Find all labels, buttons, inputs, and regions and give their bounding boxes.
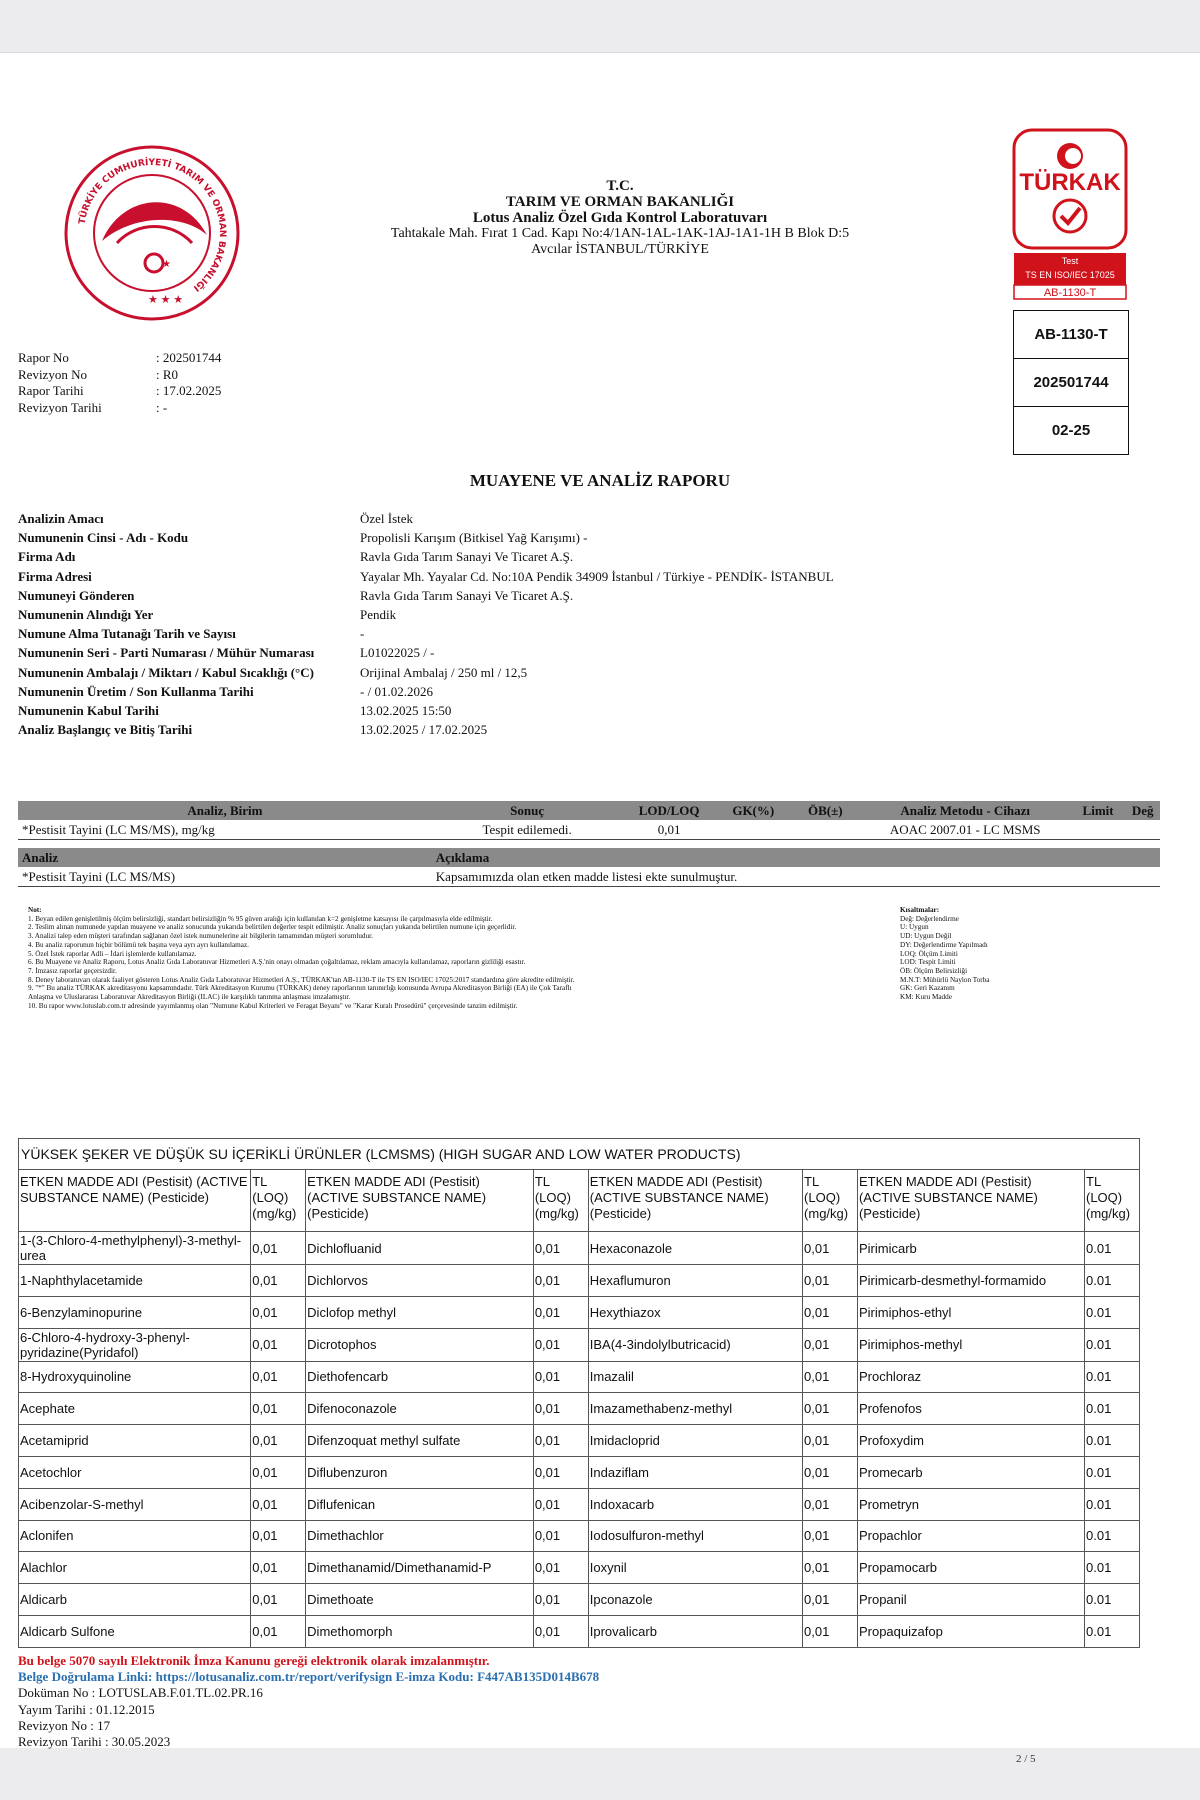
pesticide-name: Pirimiphos-methyl: [857, 1328, 1084, 1361]
info-row: [18, 643, 834, 662]
col-tl-1: TL (LOQ) (mg/kg): [251, 1170, 306, 1232]
pesticide-loq: 0.01: [1085, 1456, 1140, 1488]
info-value: Pendik: [360, 607, 397, 623]
info-row: [18, 663, 834, 682]
result-gk: [716, 820, 791, 840]
pesticide-loq: 0.01: [1085, 1265, 1140, 1297]
results-row: [18, 820, 1160, 840]
meta-key: Revizyon No: [18, 366, 87, 382]
note-item: 9. "*" Bu analiz TÜRKAK akreditasyonu kapsamındadır. Türk Akreditasyon Kurumu (TÜRKAK) deney raporlarının tanınırlığı konusunda Avrupa Akreditasyon Birliği (EA) ile Çok Taraflı: [28, 984, 572, 993]
info-value: Orijinal Ambalaj / 250 ml / 12,5: [360, 664, 528, 680]
info-value: Propolisli Karışım (Bitkisel Yağ Karışımı) -: [360, 530, 588, 546]
pesticide-name: 1-(3-Chloro-4-methylphenyl)-3-methyl-urea: [19, 1232, 251, 1265]
abbreviation-item: KM: Kuru Madde: [900, 993, 952, 1002]
code-box-report-number: 202501744: [1014, 359, 1128, 407]
pesticide-header-row: [19, 1170, 1140, 1232]
meta-row: [18, 383, 221, 400]
info-row: [18, 701, 834, 720]
pesticide-loq: 0,01: [803, 1232, 858, 1265]
pesticide-name: Profenofos: [857, 1393, 1084, 1425]
note-item: Anlaşma ve Uluslararası Laboratuvar Akreditasyon Birliği (ILAC) ile karşılıklı tanınma anlaşması imzalamıştır.: [28, 993, 351, 1002]
info-value: 13.02.2025 / 17.02.2025: [360, 722, 488, 738]
pesticide-loq: 0.01: [1085, 1296, 1140, 1328]
result-method: AOAC 2007.01 - LC MSMS: [860, 820, 1071, 840]
pesticide-name: Diethofencarb: [306, 1361, 534, 1393]
pesticide-name: Propaquizafop: [857, 1615, 1084, 1647]
header-address: Tahtakale Mah. Fırat 1 Cad. Kapı No:4/1AN-1AL-1AK-1AJ-1A1-1H B Blok D:5: [390, 226, 850, 241]
pesticide-loq: 0,01: [533, 1232, 588, 1265]
pesticide-name: Alachlor: [19, 1552, 251, 1584]
pesticide-caption-row: [19, 1139, 1140, 1170]
pesticide-name: Hexythiazox: [588, 1296, 802, 1328]
col-lod: LOD/LOQ: [622, 801, 715, 820]
pesticide-name: Iodosulfuron-methyl: [588, 1520, 802, 1552]
pesticide-loq: 0.01: [1085, 1520, 1140, 1552]
pesticide-row: [19, 1584, 1140, 1616]
info-value: - / 01.02.2026: [360, 683, 433, 699]
abbreviation-item: M.N.T: Mühürlü Naylon Torba: [900, 975, 990, 984]
explanation-row: [18, 867, 1160, 887]
col-ob: ÖB(±): [791, 801, 860, 820]
explanation-header-row: [18, 848, 1160, 867]
abbreviation-item: GK: Geri Kazanım: [900, 984, 955, 993]
code-box-period: 02-25: [1051, 422, 1091, 439]
col-substance-2: ETKEN MADDE ADI (Pestisit) (ACTIVE SUBSTANCE NAME) (Pesticide): [306, 1170, 534, 1232]
pesticide-loq: 0.01: [1085, 1488, 1140, 1520]
publication-date: Yayım Tarihi : 01.12.2015: [18, 1701, 155, 1717]
pesticide-loq: 0,01: [803, 1296, 858, 1328]
pesticide-loq: 0.01: [1085, 1328, 1140, 1361]
info-value: 13.02.2025 15:50: [360, 703, 452, 719]
abbreviations-title: Kısaltmalar:: [900, 906, 940, 914]
lab-header: [330, 178, 910, 258]
turkak-code: AB-1130-T: [1043, 287, 1097, 299]
note-item: 8. Deney laboratuvarı olarak faaliyet gösteren Lotus Analiz Gıda Laboratuvar Hizmetleri A.Ş., TÜRKAK'tan AB-1130-T ile TS EN ISO/IEC 17025:2017 standardına göre akredite edilmiştir.: [28, 975, 575, 984]
pesticide-loq: 0,01: [533, 1584, 588, 1616]
pesticide-loq: 0,01: [803, 1328, 858, 1361]
pesticide-name: Promecarb: [857, 1456, 1084, 1488]
pesticide-name: Imazamethabenz-methyl: [588, 1393, 802, 1425]
col-tl-3: TL (LOQ) (mg/kg): [803, 1170, 858, 1232]
meta-value: : R0: [156, 366, 179, 382]
info-value: Ravla Gıda Tarım Sanayi Ve Ticaret A.Ş.: [360, 549, 574, 565]
note-item: 10. Bu rapor www.lotuslab.com.tr adresinde yayımlanmış olan "Numune Kabul Kriterleri ve Feragat Beyanı" ve "Karar Kuralı Prosedürü" çerçevesinde tanzim edilmiştir.: [28, 1001, 518, 1010]
info-value: Özel İstek: [360, 511, 414, 526]
pesticide-name: Pirimicarb-desmethyl-formamido: [857, 1265, 1084, 1297]
result-lod: 0,01: [622, 820, 715, 840]
pesticide-name: Prometryn: [857, 1488, 1084, 1520]
pesticide-loq: 0,01: [533, 1393, 588, 1425]
pesticide-loq: 0,01: [533, 1265, 588, 1297]
pesticide-name: Dichlorvos: [306, 1265, 534, 1297]
revision-date: Revizyon Tarihi : 30.05.2023: [18, 1734, 171, 1750]
meta-key: Revizyon Tarihi: [18, 399, 102, 415]
pesticide-name: Acephate: [19, 1393, 251, 1425]
pesticide-loq: 0,01: [251, 1584, 306, 1616]
col-explanation: Açıklama: [432, 848, 1160, 867]
turkak-brand: TÜRKAK: [1019, 169, 1121, 196]
info-key: Numunenin Ambalajı / Miktarı / Kabul Sıcaklığı (°C): [18, 664, 314, 680]
result-analysis: *Pestisit Tayini (LC MS/MS), mg/kg: [18, 820, 432, 840]
col-method: Analiz Metodu - Cihazı: [860, 801, 1071, 820]
pesticide-name: IBA(4-3indolylbutricacid): [588, 1328, 802, 1361]
pesticide-name: Dicrotophos: [306, 1328, 534, 1361]
pesticide-name: Dimethanamid/Dimethanamid-P: [306, 1552, 534, 1584]
pesticide-loq: 0,01: [803, 1265, 858, 1297]
info-row: [18, 528, 834, 547]
pesticide-name: Acetochlor: [19, 1456, 251, 1488]
pesticide-name: 6-Chloro-4-hydroxy-3-phenyl-pyridazine(Pyridafol): [19, 1328, 251, 1361]
pesticide-row: [19, 1520, 1140, 1552]
pesticide-name: 6-Benzylaminopurine: [19, 1296, 251, 1328]
meta-row: [18, 367, 221, 384]
pesticide-name: 8-Hydroxyquinoline: [19, 1361, 251, 1393]
pesticide-loq: 0,01: [803, 1361, 858, 1393]
col-result: Sonuç: [432, 801, 623, 820]
pesticide-name: Pirimiphos-ethyl: [857, 1296, 1084, 1328]
report-meta: [18, 350, 221, 416]
code-box-accreditation: AB-1130-T: [1014, 311, 1128, 359]
svg-text:★ ★ ★: ★ ★ ★: [148, 294, 184, 306]
accreditation-code-box: [1013, 310, 1129, 455]
info-key: Analizin Amacı: [18, 511, 104, 526]
report-title: MUAYENE VE ANALİZ RAPORU: [469, 471, 731, 490]
meta-key: Rapor No: [18, 350, 69, 365]
sample-info: [18, 509, 834, 739]
pesticide-name: Aclonifen: [19, 1520, 251, 1552]
pesticide-loq: 0.01: [1085, 1584, 1140, 1616]
pesticide-loq: 0.01: [1085, 1393, 1140, 1425]
pesticide-loq: 0,01: [533, 1296, 588, 1328]
info-key: Numunenin Seri - Parti Numarası / Mühür Numarası: [18, 645, 315, 661]
document-page: [0, 52, 1200, 1765]
result-ob: [791, 820, 860, 840]
pesticide-loq: 0,01: [251, 1393, 306, 1425]
verification-link[interactable]: Belge Doğrulama Linki: https://lotusanaliz.com.tr/report/verifysign E-imza Kodu: F447AB135D014B678: [18, 1669, 600, 1685]
pesticide-name: Diflubenzuron: [306, 1456, 534, 1488]
pesticide-loq: 0,01: [251, 1296, 306, 1328]
pesticide-name: Ioxynil: [588, 1552, 802, 1584]
pesticide-name: Indaziflam: [588, 1456, 802, 1488]
pesticide-name: Propachlor: [857, 1520, 1084, 1552]
col-substance-3: ETKEN MADDE ADI (Pestisit) (ACTIVE SUBSTANCE NAME) (Pesticide): [588, 1170, 802, 1232]
pesticide-name: Propamocarb: [857, 1552, 1084, 1584]
pesticide-row: [19, 1425, 1140, 1457]
header-lab-name: Lotus Analiz Özel Gıda Kontrol Laboratuvarı: [472, 210, 768, 226]
pesticide-name: Difenoconazole: [306, 1393, 534, 1425]
meta-value: : -: [156, 399, 168, 415]
pesticide-loq: 0.01: [1085, 1552, 1140, 1584]
revision-number: Revizyon No : 17: [18, 1717, 111, 1733]
abbreviation-item: ÖB: Ölçüm Belirsizliği: [900, 966, 968, 975]
pesticide-name: Pirimicarb: [857, 1232, 1084, 1265]
col-substance-1: ETKEN MADDE ADI (Pestisit) (ACTIVE SUBSTANCE NAME) (Pesticide): [19, 1170, 251, 1232]
page-number: 2 / 5: [1016, 1753, 1036, 1765]
info-row: [18, 586, 834, 605]
pesticide-loq: 0,01: [803, 1552, 858, 1584]
pesticide-name: Dimethachlor: [306, 1520, 534, 1552]
pesticide-name: Acibenzolar-S-methyl: [19, 1488, 251, 1520]
meta-key: Rapor Tarihi: [18, 383, 84, 398]
pesticide-loq: 0,01: [533, 1615, 588, 1647]
pesticide-loq: 0,01: [251, 1456, 306, 1488]
pesticide-row: [19, 1328, 1140, 1361]
ministry-seal-logo: [62, 143, 242, 323]
pesticide-loq: 0.01: [1085, 1232, 1140, 1265]
abbreviation-item: UD: Uygun Değil: [900, 932, 952, 941]
pesticide-loq: 0,01: [251, 1232, 306, 1265]
document-number: Doküman No : LOTUSLAB.F.01.TL.02.PR.16: [18, 1685, 263, 1701]
pesticide-caption: YÜKSEK ŞEKER VE DÜŞÜK SU İÇERİKLİ ÜRÜNLER (LCMSMS) (HIGH SUGAR AND LOW WATER PRODUCTS): [19, 1139, 1140, 1170]
col-tl-4: TL (LOQ) (mg/kg): [1085, 1170, 1140, 1232]
col-limit: Limit: [1071, 801, 1126, 820]
pesticide-row: [19, 1361, 1140, 1393]
pesticide-loq: 0,01: [533, 1520, 588, 1552]
pesticide-loq: 0,01: [803, 1615, 858, 1647]
info-key: Numuneyi Gönderen: [18, 587, 135, 603]
pesticide-row: [19, 1456, 1140, 1488]
info-row: [18, 547, 834, 566]
col-tl-2: TL (LOQ) (mg/kg): [533, 1170, 588, 1232]
seal-ring-text: TÜRKİYE CUMHURİYETİ TARIM VE ORMAN BAKANLIĞI: [77, 157, 228, 293]
pesticide-loq: 0,01: [251, 1615, 306, 1647]
pesticide-name: Hexaflumuron: [588, 1265, 802, 1297]
notes: [28, 906, 888, 1010]
pesticide-name: Imazalil: [588, 1361, 802, 1393]
meta-row: [18, 350, 221, 367]
pesticide-loq: 0,01: [533, 1328, 588, 1361]
explanation-text: Kapsamımızda olan etken madde listesi ekte sunulmuştur.: [432, 867, 1160, 887]
svg-text:★: ★: [162, 259, 171, 270]
info-value: Yayalar Mh. Yayalar Cd. No:10A Pendik 34909 İstanbul / Türkiye - PENDİK- İSTANBUL: [360, 568, 834, 584]
col-gk: GK(%): [716, 801, 791, 820]
pesticide-loq: 0,01: [533, 1488, 588, 1520]
pesticide-name: Dimethomorph: [306, 1615, 534, 1647]
abbreviation-item: LOQ: Ölçüm Limiti: [900, 949, 958, 958]
esign-statement: Bu belge 5070 sayılı Elektronik İmza Kanunu gereği elektronik olarak imzalanmıştır.: [18, 1653, 490, 1668]
pesticide-table: [18, 1138, 1140, 1648]
pesticide-name: Diclofop methyl: [306, 1296, 534, 1328]
pesticide-row: [19, 1232, 1140, 1265]
header-ministry: TARIM VE ORMAN BAKANLIĞI: [505, 194, 735, 210]
pesticide-loq: 0,01: [251, 1361, 306, 1393]
info-key: Numunenin Cinsi - Adı - Kodu: [18, 530, 189, 546]
pesticide-loq: 0,01: [803, 1393, 858, 1425]
info-row: [18, 605, 834, 624]
pesticide-loq: 0,01: [803, 1584, 858, 1616]
header-city: Avcılar İSTANBUL/TÜRKİYE: [531, 242, 709, 257]
info-value: Ravla Gıda Tarım Sanayi Ve Ticaret A.Ş.: [360, 587, 574, 603]
pesticide-row: [19, 1488, 1140, 1520]
document-footer: [18, 1653, 599, 1750]
pesticide-loq: 0,01: [533, 1425, 588, 1457]
meta-row: [18, 400, 221, 417]
info-value: -: [360, 626, 365, 642]
col-analysis-2: Analiz: [18, 848, 432, 867]
abbreviation-item: U: Uygun: [900, 923, 929, 932]
pesticide-loq: 0,01: [251, 1425, 306, 1457]
pesticide-loq: 0.01: [1085, 1615, 1140, 1647]
info-row: [18, 682, 834, 701]
info-key: Firma Adı: [18, 549, 76, 565]
pesticide-loq: 0,01: [533, 1361, 588, 1393]
pesticide-loq: 0.01: [1085, 1425, 1140, 1457]
pesticide-loq: 0,01: [533, 1552, 588, 1584]
results-header-row: [18, 801, 1160, 820]
pesticide-row: [19, 1296, 1140, 1328]
pesticide-name: 1-Naphthylacetamide: [19, 1265, 251, 1297]
pesticide-loq: 0,01: [803, 1425, 858, 1457]
abbreviations: [900, 906, 1100, 1002]
pesticide-name: Hexaconazole: [588, 1232, 802, 1265]
meta-value: : 17.02.2025: [156, 383, 222, 398]
pesticide-row: [19, 1393, 1140, 1425]
pesticide-row: [19, 1552, 1140, 1584]
result-deg: [1125, 820, 1160, 840]
info-row: [18, 624, 834, 643]
pesticide-name: Propanil: [857, 1584, 1084, 1616]
pesticide-name: Acetamiprid: [19, 1425, 251, 1457]
pesticide-loq: 0,01: [251, 1520, 306, 1552]
note-item: 4. Bu analiz raporunun hiçbir bölümü tek başına veya ayrı ayrı kullanılamaz.: [28, 940, 249, 949]
col-analysis: Analiz, Birim: [18, 801, 432, 820]
abbreviation-item: Değ: Değerlendirme: [900, 914, 959, 923]
pesticide-loq: 0,01: [803, 1456, 858, 1488]
info-key: Analiz Başlangıç ve Bitiş Tarihi: [18, 722, 193, 738]
notes-title: Not:: [28, 906, 42, 914]
note-item: 7. İmzasız raporlar geçersizdir.: [28, 966, 117, 975]
pesticide-row: [19, 1265, 1140, 1297]
result-limit: [1071, 820, 1126, 840]
pesticide-name: Ipconazole: [588, 1584, 802, 1616]
pesticide-name: Iprovalicarb: [588, 1615, 802, 1647]
pesticide-name: Aldicarb: [19, 1584, 251, 1616]
pesticide-name: Prochloraz: [857, 1361, 1084, 1393]
info-key: Numunenin Kabul Tarihi: [18, 703, 159, 719]
info-key: Firma Adresi: [18, 568, 92, 584]
info-row: [18, 720, 834, 739]
abbreviation-item: LOD: Tespit Limiti: [900, 958, 956, 967]
pesticide-loq: 0,01: [251, 1552, 306, 1584]
info-row: [18, 509, 834, 528]
pesticide-name: Difenzoquat methyl sulfate: [306, 1425, 534, 1457]
pesticide-name: Imidacloprid: [588, 1425, 802, 1457]
info-row: [18, 567, 834, 586]
pesticide-name: Profoxydim: [857, 1425, 1084, 1457]
note-item: 3. Analizi talep eden müşteri tarafından sağlanan özel istek numunelerine ait bilgilerin tamamından müşteri sorumludur.: [28, 932, 373, 941]
pesticide-name: Aldicarb Sulfone: [19, 1615, 251, 1647]
header-tc: T.C.: [606, 178, 634, 194]
col-substance-4: ETKEN MADDE ADI (Pestisit) (ACTIVE SUBSTANCE NAME) (Pesticide): [857, 1170, 1084, 1232]
pesticide-loq: 0,01: [251, 1488, 306, 1520]
pesticide-loq: 0,01: [803, 1488, 858, 1520]
pesticide-name: Dichlofluanid: [306, 1232, 534, 1265]
note-item: 2. Teslim alınan numunede yapılan muayene ve analiz sonucunda yukarıda belirtilen değerler tespit edilmiştir. Analiz sonuçları yukarıda belirtilen numune için geçerlidir.: [28, 923, 517, 932]
turkak-test: Test: [1061, 256, 1079, 266]
pesticide-loq: 0,01: [803, 1520, 858, 1552]
pesticide-loq: 0,01: [251, 1265, 306, 1297]
pesticide-row: [19, 1615, 1140, 1647]
turkak-standard: TS EN ISO/IEC 17025: [1025, 270, 1115, 280]
note-item: 6. Bu Muayene ve Analiz Raporu, Lotus Analiz Gıda Laboratuvar Hizmetleri A.Ş.'nin onayı olmadan çoğaltılamaz, reklam amacıyla kullanılamaz, raporların gizliliği esastır.: [28, 958, 526, 967]
col-deg: Değ: [1125, 801, 1160, 820]
note-item: 5. Özel İstek raporlar Adli – İdari işlemlerde kullanılamaz.: [28, 949, 197, 958]
pesticide-name: Diflufenican: [306, 1488, 534, 1520]
pesticide-name: Indoxacarb: [588, 1488, 802, 1520]
abbreviation-item: DY: Değerlendirme Yapılmadı: [900, 940, 988, 949]
pesticide-name: Dimethoate: [306, 1584, 534, 1616]
info-key: Numunenin Alındığı Yer: [18, 607, 154, 623]
result-value: Tespit edilemedi.: [432, 820, 623, 840]
info-value: L01022025 / -: [360, 645, 435, 661]
results-table: [18, 801, 1160, 887]
meta-value: : 202501744: [156, 350, 222, 365]
turkak-accreditation-logo: [1012, 128, 1128, 300]
info-key: Numunenin Üretim / Son Kullanma Tarihi: [18, 683, 254, 699]
note-item: 1. Beyan edilen genişletilmiş ölçüm belirsizliği, standart belirsizliğin % 95 güven aralığı için kullanılan k=2 genişletme katsayısı ile çarpılmasıyla elde edilmiştir.: [28, 914, 493, 923]
info-key: Numune Alma Tutanağı Tarih ve Sayısı: [18, 626, 236, 642]
pesticide-loq: 0.01: [1085, 1361, 1140, 1393]
pesticide-loq: 0,01: [251, 1328, 306, 1361]
pesticide-loq: 0,01: [533, 1456, 588, 1488]
explanation-analysis: *Pestisit Tayini (LC MS/MS): [18, 867, 432, 887]
